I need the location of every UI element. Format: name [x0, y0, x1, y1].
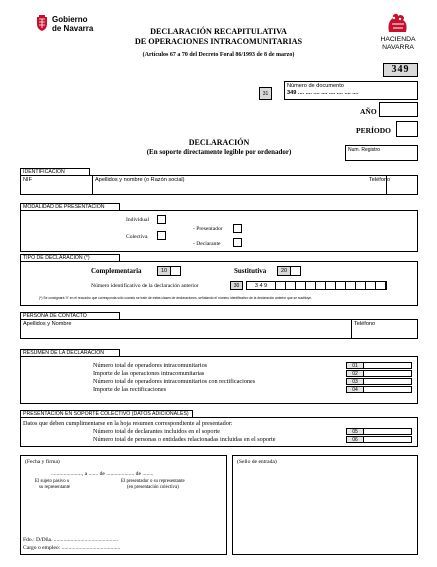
ano-label: AÑO: [360, 107, 377, 116]
resumen-header: RESUMEN DE LA DECLARACIÓN: [20, 349, 120, 356]
declaracion-title: DECLARACIÓN: [188, 138, 250, 147]
doc-number-label: Número de documento: [287, 83, 344, 89]
declarante-checkbox[interactable]: [233, 238, 242, 247]
telefono-field[interactable]: [366, 176, 417, 194]
doc-code: 31: [262, 91, 269, 97]
form-subtitle: (Artículos 67 a 70 del Decreto Foral 86/1993 de 8 de marzo): [142, 52, 295, 58]
doc-number-field[interactable]: [284, 81, 418, 100]
presentador-label: - Presentador: [193, 226, 223, 232]
colectivo-row-2-value[interactable]: [364, 436, 412, 443]
contacto-nombre-label: Apellidos y Nombre: [23, 321, 72, 327]
resumen-row-1-code: 01: [346, 362, 364, 369]
firma-fdo: Fdo.: D/Dña. ..............................................: [23, 537, 119, 543]
complementaria-label: Complementaria: [91, 267, 142, 275]
resumen-row-2-code: 02: [346, 370, 364, 377]
nif-field[interactable]: [21, 176, 93, 194]
firma-sujeto-line1: El sujeto pasivo o: [35, 479, 70, 484]
resumen-row-4-code: 04: [346, 386, 364, 393]
colectivo-row-1-label: Número total de declarantes incluidos en el soporte: [93, 428, 220, 435]
resumen-row-3-code: 03: [346, 378, 364, 385]
form-title-line2: DE OPERACIONES INTRACOMUNITARIAS: [134, 37, 303, 46]
num-registro-label: Num. Registro: [348, 147, 380, 153]
hacienda-name-line1: HACIENDA: [380, 36, 416, 43]
colectivo-row-1-code: 05: [346, 428, 364, 435]
identificacion-section: [20, 175, 418, 195]
nif-label: NIF: [23, 177, 33, 183]
declarante-label: - Declarante: [193, 241, 221, 247]
contacto-header: PERSONA DE CONTACTO: [20, 312, 120, 319]
code-30-box: 30: [230, 281, 243, 290]
tipo-section: [20, 261, 418, 306]
firma-sujeto-line2: su representante: [39, 485, 71, 490]
resumen-row-4-label: Importe de las rectificaciones: [93, 386, 167, 393]
resumen-row-1-value[interactable]: [364, 362, 412, 369]
firma-header: (Fecha y firma): [25, 459, 60, 465]
sello-header: (Sello de entrada): [237, 459, 277, 465]
hacienda-shield-icon: [383, 12, 413, 34]
resumen-row-2-label: Importe de las operaciones intracomunitarias: [93, 370, 205, 377]
model-number-box: [383, 63, 418, 77]
tipo-note: (*) Se consignará 'X' en el recuadro que corresponda sólo cuando se trate de estas clases de declaraciones, señalando el número identificativo de la declaración anterior que se sustituye.: [39, 296, 312, 300]
firma-fecha-line: ......................, a ....... de .................... de ........: [51, 471, 154, 477]
contacto-section: [20, 319, 418, 339]
firma-presentador-line2: (en presentación colectiva): [127, 485, 179, 490]
declaracion-subtitle: (En soporte directamente legible por ordenador): [146, 148, 292, 156]
colectivo-section: [20, 417, 418, 447]
individual-checkbox[interactable]: [157, 215, 166, 224]
hacienda-name-line2: NAVARRA: [382, 44, 414, 51]
resumen-row-3-label: Número total de operadores intracomunitarios con rectificaciones: [93, 378, 256, 385]
nombre-field[interactable]: [92, 176, 387, 194]
modalidad-header: MODALIDAD DE PRESENTACIÓN: [20, 203, 120, 210]
firma-presentador-line1: El presentador o su representante: [121, 479, 185, 484]
code-10-box: 10: [157, 266, 171, 276]
num-anterior-label: Número identificativo de la declaración anterior: [91, 283, 199, 289]
code-20-box: 20: [277, 266, 291, 276]
complementaria-checkbox[interactable]: [170, 266, 181, 276]
model-number: 349: [391, 64, 410, 75]
sustitutiva-label: Sustitutiva: [234, 267, 267, 275]
firma-box[interactable]: [20, 455, 227, 555]
contacto-telefono-label: Teléfono: [354, 321, 376, 327]
telefono-label: Teléfono: [369, 177, 391, 183]
prefix-349: 3 4 9: [246, 281, 276, 290]
nombre-label: Apellidos y nombre (o Razón social): [95, 177, 185, 183]
resumen-row-4-value[interactable]: [364, 386, 412, 393]
resumen-section: [20, 356, 418, 404]
identificacion-header: IDENTIFICACIÓN: [20, 168, 90, 175]
periodo-field[interactable]: [396, 121, 418, 137]
colectivo-row-2-code: 06: [346, 436, 364, 443]
colectivo-intro: Datos que deben cumplimentarse en la hoja resumen correspondiente al presentador:: [23, 420, 233, 427]
gov-name-line1: Gobierno: [52, 15, 88, 24]
hacienda-logo: [383, 12, 413, 34]
gov-name-line2: de Navarra: [52, 24, 94, 33]
sello-box: [232, 455, 418, 555]
sustitutiva-checkbox[interactable]: [290, 266, 301, 276]
doc-code-box: [259, 87, 272, 100]
num-anterior-field[interactable]: [275, 281, 387, 290]
resumen-row-1-label: Número total de operadores intracomunitarios: [93, 362, 208, 369]
colectiva-label: Colectiva: [126, 234, 148, 240]
modalidad-section: [20, 210, 418, 252]
contacto-nombre-field[interactable]: [21, 320, 352, 338]
resumen-row-2-value[interactable]: [364, 370, 412, 377]
num-registro-field[interactable]: [345, 145, 418, 161]
colectiva-checkbox[interactable]: [157, 231, 166, 240]
colectivo-header: PRESENTACIÓN EN SOPORTE COLECTIVO (DATOS ADICIONALES): [20, 410, 193, 417]
form-title-line1: DECLARACIÓN RECAPITULATIVA: [150, 27, 287, 36]
periodo-label: PERÍODO: [356, 126, 392, 135]
colectivo-row-1-value[interactable]: [364, 428, 412, 435]
ano-field[interactable]: [379, 102, 418, 117]
doc-number-value: 349 .... .... .... .... .... .... .... ....: [287, 90, 359, 96]
presentador-checkbox[interactable]: [233, 224, 242, 233]
tipo-header: TIPO DE DECLARACIÓN (*): [20, 254, 120, 261]
colectivo-row-2-label: Número total de personas o entidades relacionadas incluidas en el soporte: [93, 436, 276, 443]
individual-label: Individual: [126, 217, 149, 223]
firma-cargo: Cargo o empleo: ..........................................: [23, 545, 121, 551]
contacto-telefono-field[interactable]: [351, 320, 417, 338]
resumen-row-3-value[interactable]: [364, 378, 412, 385]
